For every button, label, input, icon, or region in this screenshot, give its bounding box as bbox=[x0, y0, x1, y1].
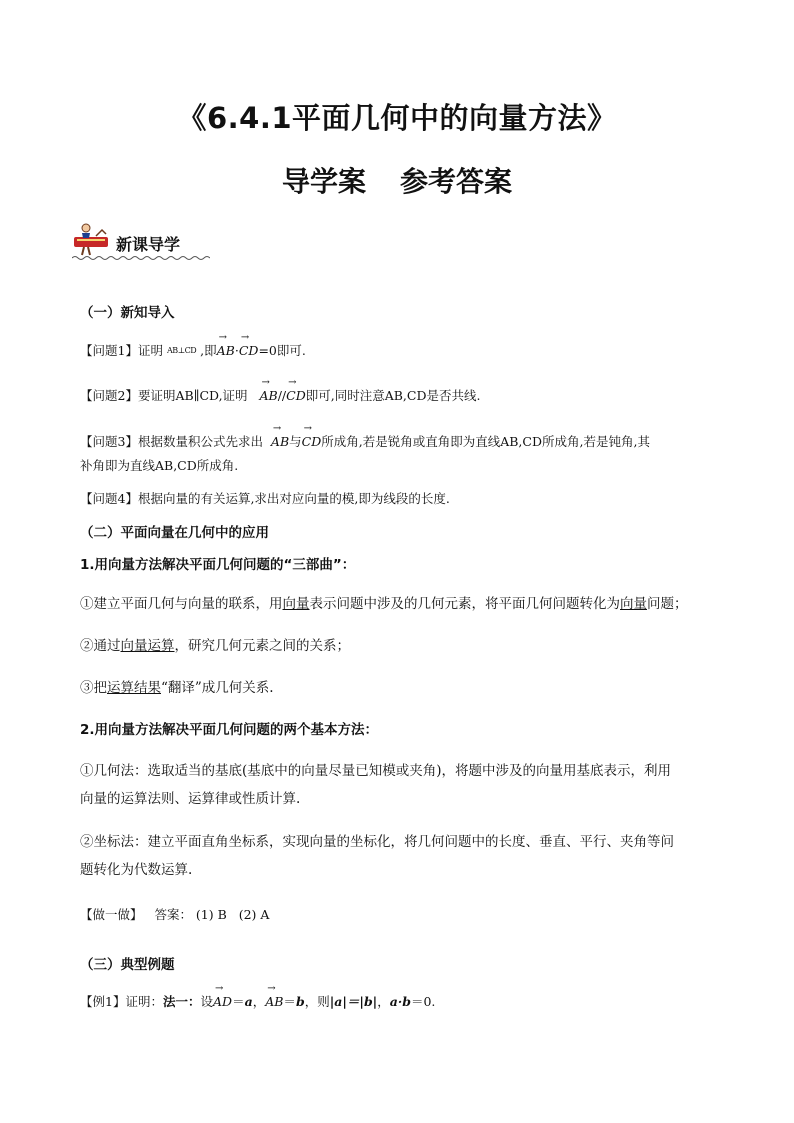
method-2-line2: 题转化为代数运算. bbox=[80, 862, 193, 878]
q2-text-a: 要证明AB∥CD,证明 bbox=[137, 388, 248, 403]
q1-text-a: 证明 bbox=[137, 343, 163, 358]
mascot-icon bbox=[72, 222, 112, 256]
ex1-vector-ab: → AB bbox=[265, 994, 283, 1009]
ex1-comma-1: ， bbox=[252, 994, 266, 1009]
method-1-line2: 向量的运算法则、运算律或性质计算. bbox=[80, 791, 301, 807]
q1-perp-formula: AB⊥CD bbox=[166, 346, 197, 355]
method-1-line1: ①几何法：选取适当的基底(基底中的向量尽量已知模或夹角)，将题中涉及的向量用基底表示，利用 bbox=[80, 763, 672, 779]
step-2-text-b: ，研究几何元素之间的关系； bbox=[174, 638, 350, 654]
ex1-var-b: b bbox=[295, 994, 305, 1009]
step-2 bbox=[80, 634, 350, 654]
step-2-text-a: ②通过 bbox=[80, 638, 121, 654]
part2-heading: （二）平面向量在几何中的应用 bbox=[80, 525, 269, 541]
ex1-var-a: a bbox=[244, 994, 253, 1009]
ex1-equals-zero: ＝0. bbox=[410, 994, 436, 1009]
part1-heading: （一）新知导入 bbox=[80, 305, 175, 321]
subtitle-answers: 参考答案 bbox=[400, 165, 513, 198]
step-2-underline: 向量运算 bbox=[120, 638, 175, 654]
step-1-underline-a: 向量 bbox=[282, 596, 310, 612]
method-2-line1: ②坐标法：建立平面直角坐标系，实现向量的坐标化，将几何问题中的长度、垂直、平行、夹角等问 bbox=[80, 834, 674, 850]
q1-vector-cd: → CD bbox=[239, 343, 259, 358]
ex1-vector-ad: → AD bbox=[213, 994, 232, 1009]
question-2 bbox=[80, 386, 480, 404]
step-3-underline: 运算结果 bbox=[107, 680, 161, 696]
q3-tag: 【问题3】 bbox=[80, 434, 138, 449]
method-heading-1: 1.用向量方法解决平面几何问题的“三部曲”： bbox=[80, 557, 356, 573]
q1-text-b: ,即 bbox=[200, 343, 217, 358]
q4-text: 根据向量的有关运算,求出对应向量的模,即为线段的长度. bbox=[137, 491, 450, 506]
step-1-text-b: 表示问题中涉及的几何元素，将平面几何问题转化为 bbox=[309, 596, 620, 612]
q1-text-c: =0即可. bbox=[258, 343, 306, 358]
subtitle-guide: 导学案 bbox=[281, 165, 366, 198]
question-1 bbox=[80, 341, 306, 359]
q3-vector-cd: → CD bbox=[302, 434, 322, 449]
step-1-text-a: ①建立平面几何与向量的联系，用 bbox=[80, 596, 283, 612]
step-1-text-c: 问题； bbox=[647, 596, 688, 612]
q3-with: 与 bbox=[289, 434, 302, 449]
step-1-underline-b: 向量 bbox=[620, 596, 647, 612]
q2-parallel: // bbox=[277, 388, 287, 403]
try-answer: 答案： (1) B (2) A bbox=[154, 907, 270, 922]
part3-heading: （三）典型例题 bbox=[80, 957, 175, 973]
q2-vector-cd: → CD bbox=[286, 388, 306, 403]
question-3-line2: 补角即为直线AB,CD所成角. bbox=[80, 458, 239, 473]
method-heading-2: 2.用向量方法解决平面几何问题的两个基本方法： bbox=[80, 722, 379, 738]
section-underline bbox=[72, 255, 210, 261]
ex1-dot-product: a·b bbox=[389, 994, 411, 1009]
q1-tag: 【问题1】 bbox=[80, 343, 138, 358]
ex1-proof-label: 证明： bbox=[125, 994, 163, 1009]
ex1-method-label: 法一： bbox=[162, 994, 201, 1009]
q3-text-b: 所成角,若是锐角或直角即为直线AB,CD所成角,若是钝角,其 bbox=[321, 434, 650, 449]
try-tag: 【做一做】 bbox=[80, 907, 143, 922]
question-3 bbox=[80, 432, 650, 450]
q2-vector-ab: → AB bbox=[259, 388, 277, 403]
example-1 bbox=[80, 992, 435, 1010]
try-it bbox=[80, 905, 269, 923]
q4-tag: 【问题4】 bbox=[80, 491, 138, 506]
q1-dot: · bbox=[234, 343, 239, 358]
ex1-tag: 【例1】 bbox=[80, 994, 126, 1009]
ex1-let: 设 bbox=[200, 994, 213, 1009]
document-title: 《6.4.1平面几何中的向量方法》 bbox=[177, 101, 617, 135]
ex1-equals-1: ＝ bbox=[232, 994, 245, 1009]
step-3 bbox=[80, 676, 274, 696]
q2-text-b: 即可,同时注意AB,CD是否共线. bbox=[305, 388, 481, 403]
section-label: 新课导学 bbox=[116, 235, 181, 254]
step-1 bbox=[80, 592, 688, 612]
step-3-text-a: ③把 bbox=[80, 680, 107, 696]
document-subtitle bbox=[0, 160, 794, 200]
q3-text-a: 根据数量积公式先求出 bbox=[137, 434, 263, 449]
section-header bbox=[72, 222, 212, 262]
ex1-then: ，则 bbox=[304, 994, 330, 1009]
ex1-comma-2: ， bbox=[377, 994, 390, 1009]
q2-tag: 【问题2】 bbox=[80, 388, 138, 403]
question-4 bbox=[80, 489, 450, 507]
ex1-norms-equal: |a|＝|b| bbox=[329, 994, 378, 1009]
q3-vector-ab: → AB bbox=[271, 434, 289, 449]
ex1-equals-2: ＝ bbox=[283, 994, 296, 1009]
step-3-text-b: “翻译”成几何关系. bbox=[161, 680, 274, 696]
q1-vector-ab: → AB bbox=[217, 343, 235, 358]
